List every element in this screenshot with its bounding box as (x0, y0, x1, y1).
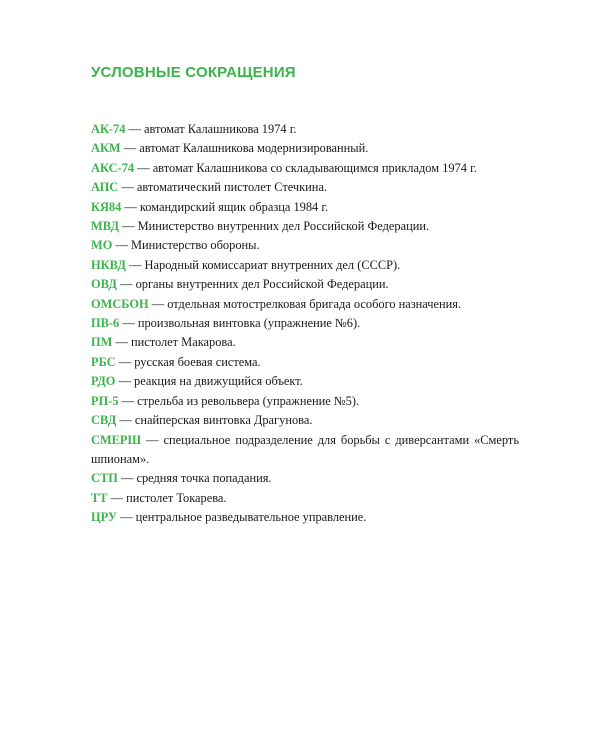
abbreviation-definition: автоматический пистолет Стечкина. (136, 180, 328, 195)
abbreviation-separator: — (116, 413, 135, 428)
abbreviation-term: МО (91, 238, 113, 253)
abbreviation-definition: стрельба из револьвера (упражнение №5). (137, 393, 360, 408)
abbreviation-separator: — (125, 122, 145, 136)
abbreviation-term: РБС (91, 354, 116, 369)
abbreviation-definition: произвольная винтовка (упражнение №6). (137, 316, 361, 331)
abbreviation-definition: автомат Калашникова модернизированный. (139, 141, 369, 156)
abbreviation-entry (91, 275, 519, 294)
abbreviation-separator: — (107, 490, 127, 505)
abbreviation-term: НКВД (91, 257, 126, 272)
abbreviation-entry (91, 372, 519, 391)
abbreviation-term: РП-5 (91, 393, 119, 408)
abbreviation-term: МВД (91, 219, 120, 234)
abbreviation-separator: — (120, 141, 140, 156)
abbreviation-entry (91, 469, 519, 488)
abbreviation-definition: органы внутренних дел Российской Федерации. (135, 277, 389, 292)
abbreviation-term: АКМ (91, 141, 121, 156)
abbreviation-entry (91, 139, 519, 158)
abbreviation-entry (91, 217, 519, 236)
abbreviation-definition: отдельная мотострелковая бригада особого назначения. (167, 296, 462, 311)
abbreviation-term: ТТ (91, 490, 108, 505)
abbreviation-term: ПВ-6 (91, 316, 120, 331)
abbreviation-term: АПС (91, 180, 119, 195)
abbreviation-entry (91, 411, 519, 430)
abbreviation-entry (91, 431, 519, 470)
abbreviation-entry (91, 198, 519, 217)
abbreviation-definition: пистолет Токарева. (126, 490, 227, 505)
abbreviation-entry (91, 295, 519, 314)
abbreviation-separator: — (119, 219, 138, 234)
abbreviation-definition: специальное подразделение для борьбы с диверсантами «Смерть шпионам». (91, 432, 519, 466)
abbreviation-entry (91, 392, 519, 411)
abbreviation-separator: — (115, 374, 134, 389)
abbreviation-separator: — (117, 471, 137, 486)
abbreviation-entry (91, 120, 519, 139)
abbreviation-entry (91, 314, 519, 333)
abbreviation-definition: Народный комиссариат внутренних дел (СССР). (144, 257, 401, 272)
abbreviation-separator: — (119, 316, 138, 331)
abbreviation-term: АКС-74 (91, 160, 135, 175)
abbreviation-definition: русская боевая система. (134, 354, 261, 369)
abbreviation-separator: — (118, 393, 138, 408)
abbreviation-entry (91, 159, 519, 178)
abbreviation-separator: — (134, 160, 153, 175)
abbreviation-term: ОМСБОН (91, 296, 149, 311)
abbreviation-separator: — (116, 277, 136, 292)
page-title: УСЛОВНЫЕ СОКРАЩЕНИЯ (91, 64, 296, 81)
abbreviation-separator: — (117, 510, 136, 525)
abbreviation-separator: — (112, 335, 131, 350)
abbreviation-definition: автомат Калашникова 1974 г. (144, 122, 297, 136)
abbreviation-term: ЦРУ (91, 510, 117, 525)
abbreviation-definition: Министерство внутренних дел Российской Федерации. (137, 219, 430, 234)
abbreviation-separator: — (115, 354, 135, 369)
abbreviation-definition: командирский ящик образца 1984 г. (139, 199, 329, 214)
abbreviation-definition: пистолет Макарова. (130, 335, 236, 350)
abbreviation-entry (91, 353, 519, 372)
abbreviation-term: ПМ (91, 335, 113, 350)
abbreviation-list (91, 120, 519, 528)
abbreviation-term: ОВД (91, 277, 117, 292)
abbreviation-entry (91, 333, 519, 352)
abbreviation-separator: — (121, 199, 140, 214)
abbreviation-term: КЯ84 (91, 199, 122, 214)
abbreviation-definition: реакция на движущийся объект. (134, 374, 303, 389)
abbreviation-term: РДО (91, 374, 116, 389)
abbreviation-entry (91, 508, 519, 527)
abbreviation-entry (91, 178, 519, 197)
abbreviation-term: СВД (91, 413, 117, 428)
abbreviation-term: СТП (91, 471, 118, 486)
abbreviation-definition: центральное разведывательное управление. (135, 510, 367, 525)
abbreviation-separator: — (148, 296, 168, 311)
abbreviation-definition: Министерство обороны. (130, 238, 260, 253)
abbreviation-definition: снайперская винтовка Драгунова. (134, 413, 313, 428)
abbreviation-entry (91, 256, 519, 275)
abbreviation-entry (91, 489, 519, 508)
abbreviation-separator: — (118, 180, 137, 195)
abbreviation-separator: — (125, 257, 145, 272)
abbreviation-entry (91, 236, 519, 255)
abbreviation-term: АК-74 (91, 122, 126, 136)
abbreviation-definition: средняя точка попадания. (136, 471, 272, 486)
abbreviation-definition: автомат Калашникова со складывающимся прикладом 1974 г. (152, 160, 477, 175)
abbreviation-separator: — (141, 432, 164, 447)
abbreviation-separator: — (112, 238, 131, 253)
abbreviation-term: СМЕРШ (91, 432, 142, 447)
